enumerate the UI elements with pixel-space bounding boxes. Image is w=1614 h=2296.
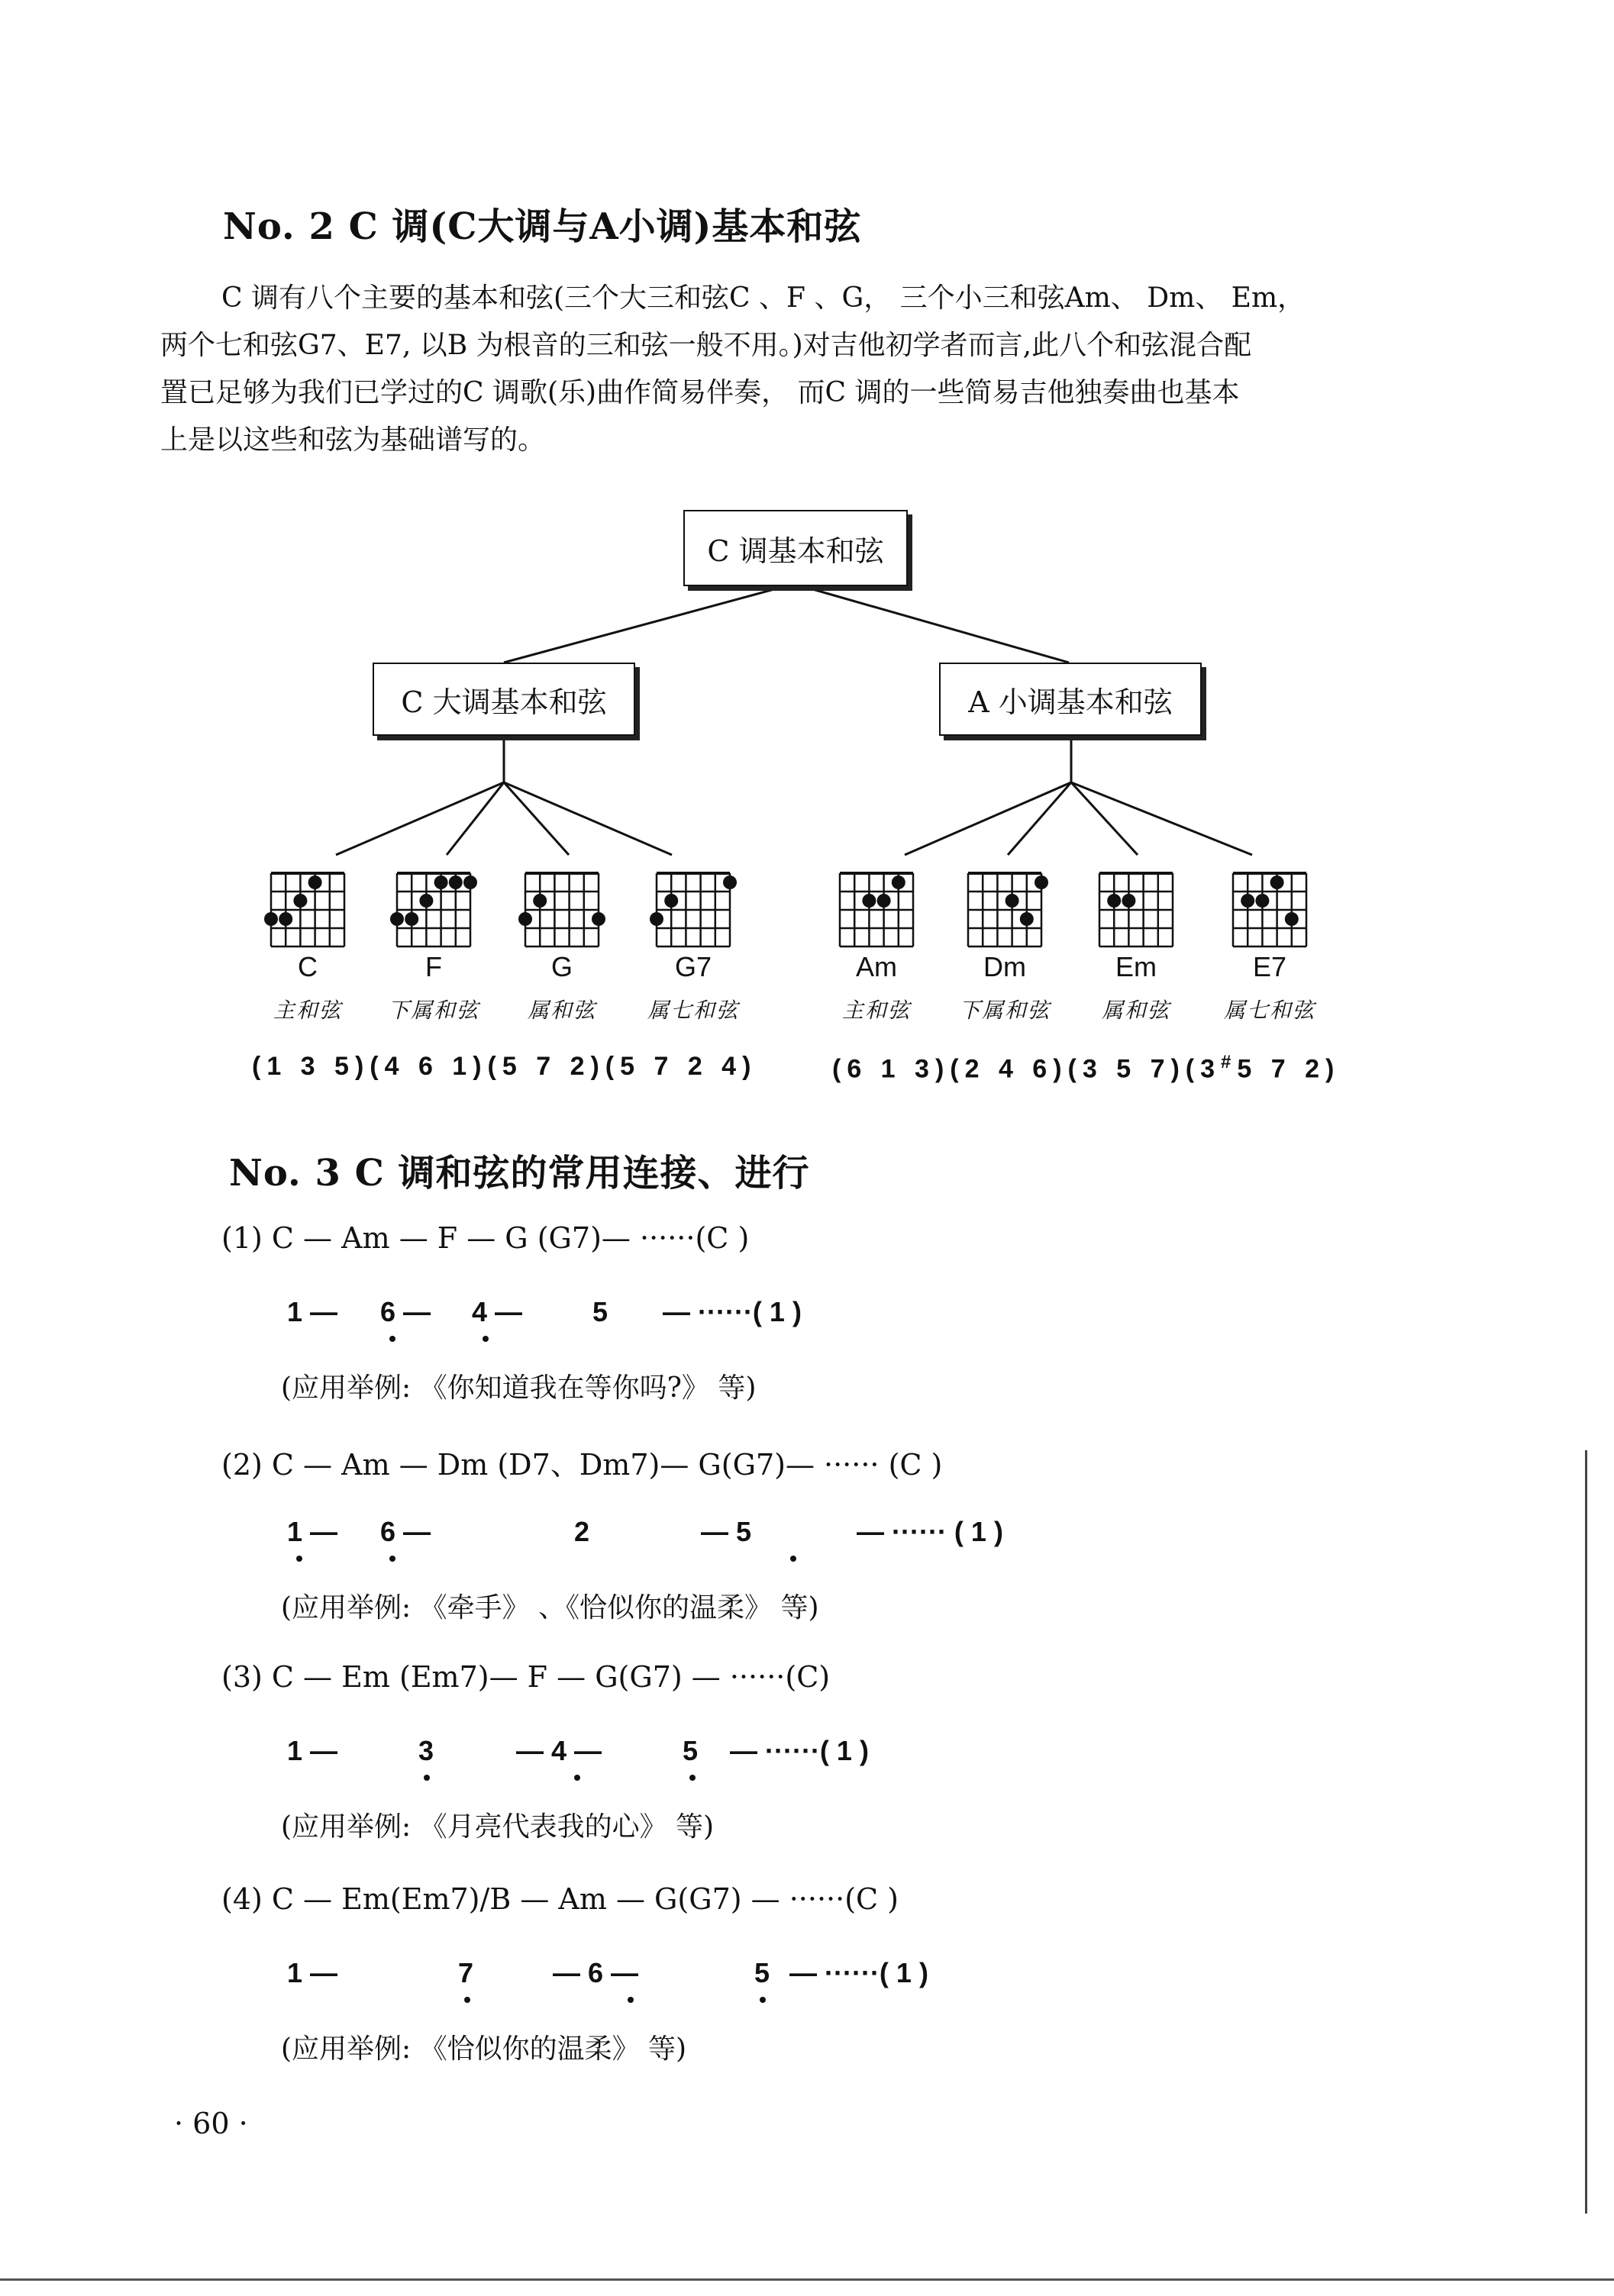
finger-dot — [1020, 912, 1034, 926]
low-octave-dot — [760, 1997, 766, 2003]
progression-chords: (3) C — Em (Em7)— F — G(G7) — ······(C) — [221, 1660, 831, 1694]
chord-grid-f — [388, 870, 479, 951]
tree-left-label: C 大调基本和弦 — [401, 685, 607, 719]
finger-dot — [664, 894, 678, 908]
finger-dot — [1270, 876, 1284, 889]
finger-dot — [1122, 894, 1135, 908]
minor-notes-part-b: 5 7 2) — [1237, 1054, 1341, 1084]
progression-chords: (1) C — Am — F — G (G7)— ······(C ) — [221, 1221, 750, 1255]
chord-function: 主和弦 — [273, 998, 342, 1023]
progression-note: 3 — [418, 1735, 434, 1766]
finger-dot — [293, 894, 307, 908]
paragraph-line: 上是以这些和弦为基础谱写的。 — [160, 424, 546, 456]
progression-note: — ······( 1 ) — [730, 1735, 869, 1766]
progression-example: (应用举例: 《你知道我在等你吗?》 等) — [281, 1372, 757, 1404]
progression-note: 1 — — [287, 1296, 338, 1327]
scan-edge-line — [1585, 1450, 1587, 2214]
chord-name: G — [550, 951, 573, 982]
section2-title: No. 2 C 调(C大调与A小调)基本和弦 — [223, 205, 862, 248]
tree-root-label: C 调基本和弦 — [707, 534, 884, 568]
minor-notes-part-a: (6 1 3)(2 4 6)(3 5 7)(3 — [832, 1054, 1222, 1084]
chord-grid-am — [831, 870, 922, 951]
section3-title: No. 3 C 调和弦的常用连接、进行 — [229, 1152, 810, 1195]
finger-dot — [1006, 894, 1019, 908]
chord-function: 属七和弦 — [1223, 998, 1315, 1023]
chord-name: F — [425, 951, 442, 982]
finger-dot — [650, 912, 663, 926]
low-octave-dot — [790, 1556, 796, 1562]
major-chord-notes: (1 3 5)(4 6 1)(5 7 2)(5 7 2 4) — [252, 1052, 757, 1081]
chord-function: 主和弦 — [841, 998, 911, 1023]
finger-dot — [862, 894, 876, 908]
finger-dot — [1241, 894, 1254, 908]
low-octave-dot — [389, 1336, 395, 1342]
low-octave-dot — [574, 1775, 580, 1781]
finger-dot — [434, 876, 448, 889]
finger-dot — [1107, 894, 1121, 908]
finger-dot — [723, 876, 737, 889]
finger-dot — [892, 876, 905, 889]
progression-note: 5 — [592, 1296, 608, 1327]
progression-note: 2 — [574, 1516, 590, 1547]
finger-dot — [1285, 912, 1299, 926]
minor-chord-notes — [832, 1052, 1340, 1084]
chord-grid-g — [516, 870, 608, 951]
progression-note: 1 — — [287, 1516, 338, 1547]
chord-grid-em — [1090, 870, 1182, 951]
tree-right-box — [939, 663, 1202, 736]
scan-bottom-line — [0, 2278, 1614, 2281]
finger-dot — [877, 894, 891, 908]
paragraph-line: 两个七和弦G7、E7, 以B 为根音的三和弦一般不用。)对吉他初学者而言,此八个和弦混合配 — [160, 330, 1252, 361]
tree-right-label: A 小调基本和弦 — [968, 685, 1173, 719]
low-octave-dot — [296, 1556, 302, 1562]
finger-dot — [308, 876, 322, 889]
progression-note: — ······ ( 1 ) — [857, 1516, 1003, 1547]
chord-function: 下属和弦 — [958, 998, 1051, 1023]
progression-note: 6 — — [380, 1296, 431, 1327]
low-octave-dot — [389, 1556, 395, 1562]
tree-left-box — [373, 663, 635, 736]
progression-note: 4 — — [472, 1296, 523, 1327]
finger-dot — [449, 876, 463, 889]
chord-grid-g7 — [647, 870, 739, 951]
progression-note: — 4 — — [516, 1735, 602, 1766]
chord-name: E7 — [1252, 951, 1287, 982]
low-octave-dot — [628, 1997, 634, 2003]
finger-dot — [518, 912, 532, 926]
chord-function: 属和弦 — [1101, 998, 1170, 1023]
finger-dot — [279, 912, 292, 926]
progression-note: 1 — — [287, 1957, 338, 1988]
sharp-sign: # — [1221, 1052, 1238, 1072]
progression-note: — ······( 1 ) — [663, 1296, 802, 1327]
chord-grid-dm — [959, 870, 1051, 951]
progression-note: 1 — — [287, 1735, 338, 1766]
low-octave-dot — [464, 1997, 470, 2003]
progression-example: (应用举例: 《恰似你的温柔》 等) — [281, 2033, 687, 2065]
finger-dot — [390, 912, 404, 926]
progression-chords: (4) C — Em(Em7)/B — Am — G(G7) — ······(C ) — [221, 1882, 899, 1916]
chord-name: C — [298, 951, 318, 982]
finger-dot — [264, 912, 278, 926]
finger-dot — [463, 876, 477, 889]
finger-dot — [405, 912, 418, 926]
progression-note: 7 — [458, 1957, 474, 1988]
chord-function: 下属和弦 — [387, 998, 479, 1023]
finger-dot — [1035, 876, 1048, 889]
progression-example: (应用举例: 《月亮代表我的心》 等) — [281, 1811, 715, 1843]
finger-dot — [592, 912, 605, 926]
page-number: · 60 · — [174, 2107, 248, 2140]
paragraph-line: 置已足够为我们已学过的C 调歌(乐)曲作简易伴奏， 而C 调的一些简易吉他独奏曲也基本 — [160, 377, 1240, 408]
chord-grid-e7 — [1224, 870, 1315, 951]
progression-note: 5 — [754, 1957, 770, 1988]
progression-note: — ······( 1 ) — [789, 1957, 928, 1988]
progression-example: (应用举例: 《牵手》 、《恰似你的温柔》 等) — [281, 1592, 819, 1624]
chord-name: Em — [1115, 951, 1157, 982]
paragraph-line: C 调有八个主要的基本和弦(三个大三和弦C 、F 、G， 三个小三和弦Am、 Dm、 Em， — [221, 282, 1306, 314]
progression-note: 6 — — [380, 1516, 431, 1547]
finger-dot — [1255, 894, 1269, 908]
low-octave-dot — [483, 1336, 489, 1342]
progression-note: — 5 — [701, 1516, 752, 1547]
low-octave-dot — [689, 1775, 696, 1781]
low-octave-dot — [424, 1775, 430, 1781]
chord-name: G7 — [674, 951, 712, 982]
chord-name: Am — [856, 951, 897, 982]
finger-dot — [533, 894, 547, 908]
progression-note: 5 — [683, 1735, 699, 1766]
chord-function: 属七和弦 — [647, 998, 739, 1023]
finger-dot — [419, 894, 433, 908]
progression-chords: (2) C — Am — Dm (D7、Dm7)— G(G7)— ······ (C ) — [221, 1448, 943, 1482]
progression-note: — 6 — — [553, 1957, 639, 1988]
chord-name: Dm — [983, 951, 1026, 982]
chord-grid-c — [262, 870, 353, 951]
chord-function: 属和弦 — [527, 998, 596, 1023]
tree-connectors — [0, 0, 1614, 916]
tree-root-box — [683, 510, 908, 586]
